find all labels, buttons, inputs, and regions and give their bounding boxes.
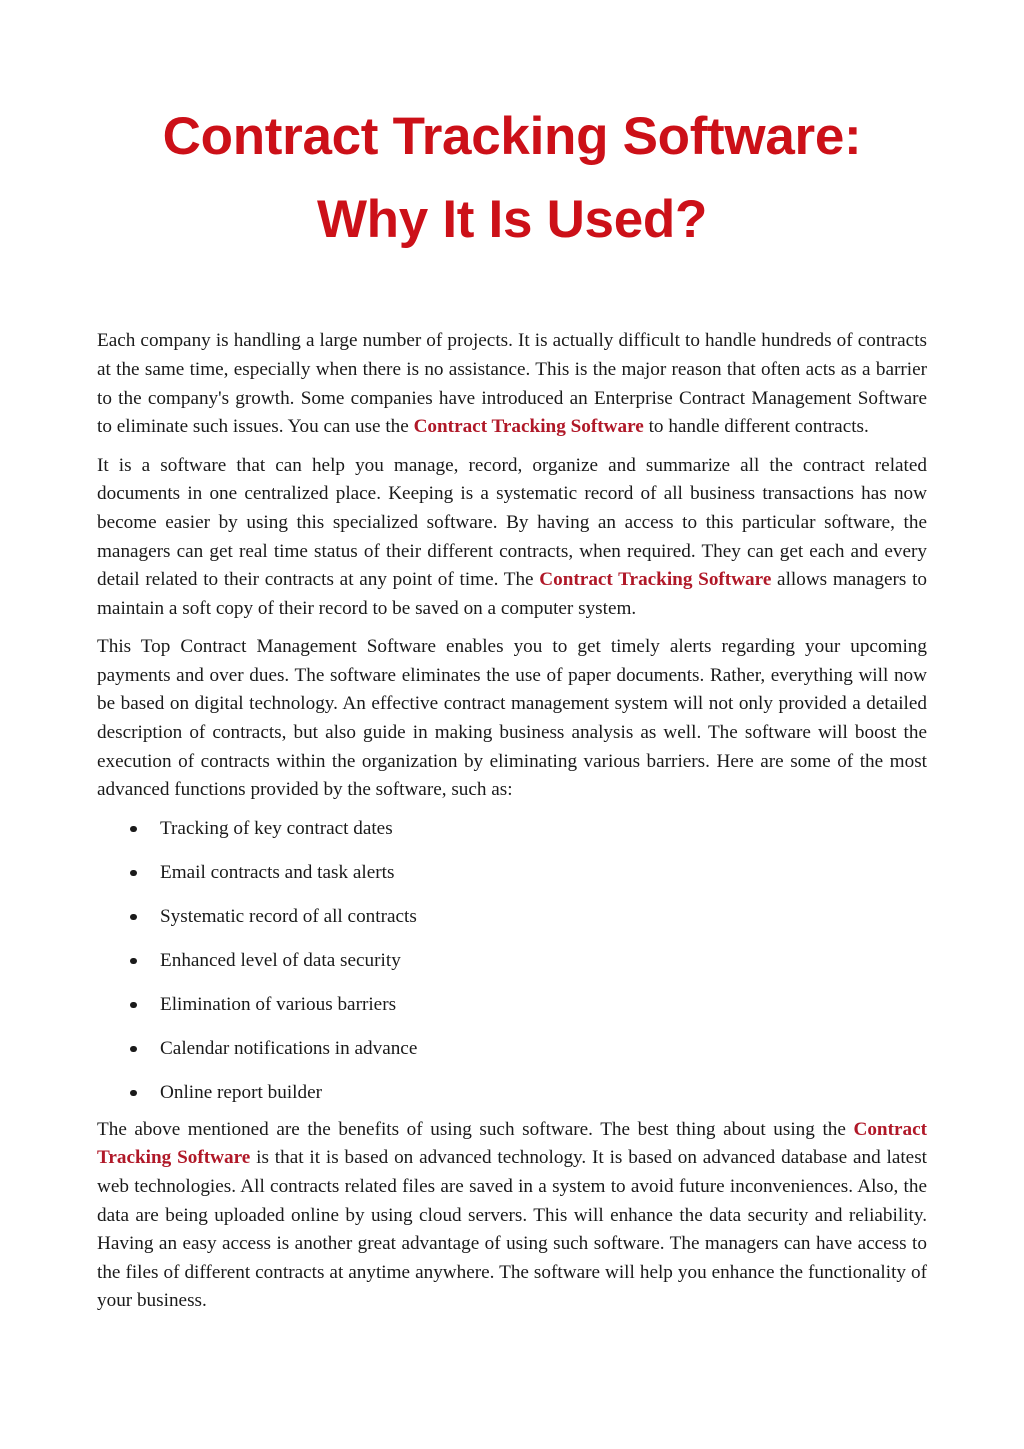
paragraph-2-highlight: Contract Tracking Software	[539, 569, 772, 591]
document-content	[97, 0, 927, 1316]
paragraph-4-text-after: is that it is based on advanced technology. It is based on advanced database and latest web technologies. All contracts related files are saved in a system to avoid future inconveniences. Also, the data are being uploaded online by using cloud servers. This will enhance the data security and reliability. Having an easy access is another great advantage of using such software. The managers can have access to the files of different contracts at anytime anywhere. The software will help you enhance the functionality of your business.	[97, 1147, 927, 1312]
bullet-icon	[130, 870, 137, 877]
list-item-label: Systematic record of all contracts	[160, 905, 417, 927]
list-item	[97, 859, 927, 886]
paragraph-1-highlight: Contract Tracking Software	[413, 416, 644, 438]
bullet-icon	[130, 826, 137, 833]
paragraph-4-text-before: The above mentioned are the benefits of using such software. The best thing about using the	[97, 1118, 854, 1140]
paragraph-1	[97, 327, 927, 441]
paragraph-1-text-after: to handle different contracts.	[643, 416, 869, 438]
bullet-icon	[130, 958, 137, 965]
page-title-line-2: Why It Is Used?	[316, 189, 708, 249]
paragraph-4	[97, 1116, 927, 1316]
list-item-label: Online report builder	[160, 1081, 322, 1103]
feature-list	[97, 815, 927, 1106]
paragraph-3-text: This Top Contract Management Software enables you to get timely alerts regarding your upcoming payments and over dues. The software eliminates the use of paper documents. Rather, everything will now be based on digital technology. An effective contract management system will not only provided a detailed description of contracts, but also guide in making business analysis as well. The software will boost the execution of contracts within the organization by eliminating various barriers. Here are some of the most advanced functions provided by the software, such as:	[97, 636, 927, 801]
list-item-label: Tracking of key contract dates	[160, 817, 393, 839]
bullet-icon	[130, 1090, 137, 1097]
list-item	[97, 815, 927, 842]
list-item	[97, 1079, 927, 1106]
list-item	[97, 903, 927, 930]
bullet-icon	[130, 914, 137, 921]
bullet-icon	[130, 1046, 137, 1053]
page-title-line-1: Contract Tracking Software:	[162, 107, 862, 166]
paragraph-2-text-after: allows managers to maintain a soft copy of their record to be saved on a computer system.	[97, 569, 927, 619]
list-item-label: Calendar notifications in advance	[160, 1037, 418, 1059]
list-item-label: Elimination of various barriers	[160, 993, 397, 1015]
list-item	[97, 947, 927, 974]
paragraph-3	[97, 633, 927, 805]
paragraph-2	[97, 452, 927, 624]
paragraph-1-text-before: Each company is handling a large number of projects. It is actually difficult to handle hundreds of contracts at the same time, especially when there is no assistance. This is the major reason that often acts as a barrier to the company's growth. Some companies have introduced an Enterprise Contract Management Software to eliminate such issues. You can use the	[97, 330, 927, 438]
list-item-label: Enhanced level of data security	[160, 949, 401, 971]
list-item	[97, 991, 927, 1018]
document-body	[97, 327, 927, 1316]
paragraph-4-highlight: Contract Tracking Software	[97, 1118, 927, 1169]
list-item-label: Email contracts and task alerts	[160, 861, 395, 883]
page-title	[97, 0, 927, 261]
bullet-icon	[130, 1002, 137, 1009]
paragraph-2-text-before: It is a software that can help you manage, record, organize and summarize all the contract related documents in one centralized place. Keeping is a systematic record of all business transactions has now become easier by using this specialized software. By having an access to this particular software, the managers can get real time status of their different contracts, when required. They can get each and every detail related to their contracts at any point of time. The	[97, 454, 927, 591]
list-item	[97, 1035, 927, 1062]
